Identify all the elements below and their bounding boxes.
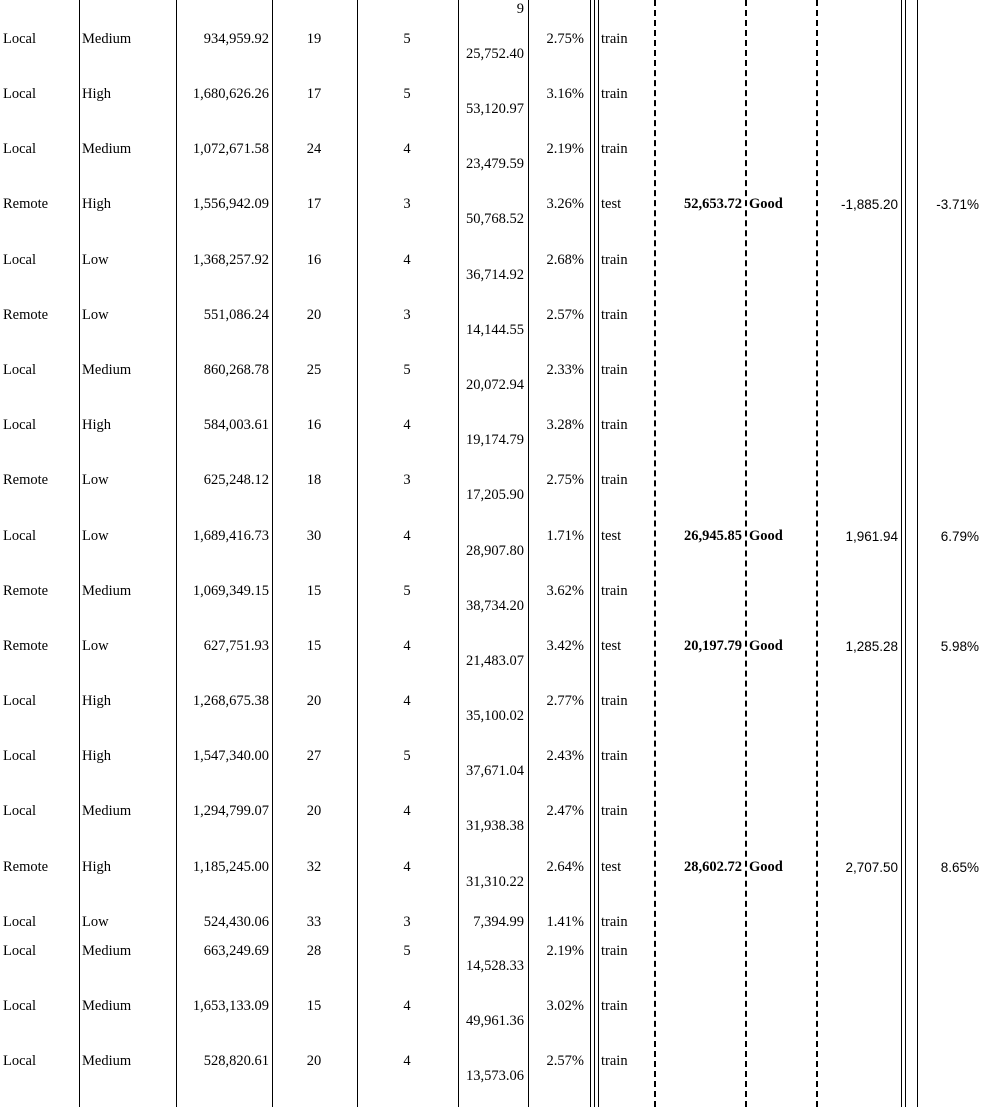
cell-split: train (601, 86, 628, 102)
cell-count-b: 5 (403, 583, 411, 599)
cell-amount: 1,689,416.73 (192, 528, 269, 544)
cell-value: 21,483.07 (466, 653, 524, 669)
cell-count-b: 5 (403, 31, 411, 47)
cell-type: Remote (3, 859, 49, 875)
cell-value: 31,310.22 (466, 874, 524, 890)
cell-difference: 1,961.94 (845, 529, 898, 544)
cell-level: High (82, 748, 111, 764)
cell-count-b: 5 (403, 943, 411, 959)
cell-level: High (82, 859, 111, 875)
cell-split: train (601, 583, 628, 599)
cell-amount: 551,086.24 (203, 307, 269, 323)
cell-value: 28,907.80 (466, 543, 524, 559)
cell-count-a: 20 (306, 307, 322, 323)
cell-percent: 1.41% (546, 914, 584, 930)
cell-value: 38,734.20 (466, 598, 524, 614)
cell-percent: 2.57% (546, 307, 584, 323)
cell-split: train (601, 252, 628, 268)
column-divider (594, 0, 595, 1107)
cell-count-b: 4 (403, 252, 411, 268)
column-divider (357, 0, 358, 1107)
cell-split: train (601, 748, 628, 764)
cell-value: 25,752.40 (466, 46, 524, 62)
cell-percent: 3.16% (546, 86, 584, 102)
cell-count-b: 4 (403, 859, 411, 875)
cell-type: Local (3, 943, 37, 959)
cell-type: Remote (3, 583, 49, 599)
column-divider (905, 0, 906, 1107)
cell-difference-pct: 8.65% (940, 860, 979, 875)
cell-value: 53,120.97 (466, 101, 524, 117)
cell-count-b: 5 (403, 362, 411, 378)
cell-predicted: 20,197.79 (684, 638, 742, 654)
cell-amount: 1,547,340.00 (192, 748, 269, 764)
column-divider (79, 0, 80, 1107)
cell-count-a: 20 (306, 1053, 322, 1069)
cell-difference: 2,707.50 (845, 860, 898, 875)
cell-amount: 584,003.61 (203, 417, 269, 433)
cell-count-a: 15 (306, 638, 322, 654)
cell-count-b: 4 (403, 1053, 411, 1069)
cell-percent: 2.57% (546, 1053, 584, 1069)
cell-count-a: 15 (306, 998, 322, 1014)
cell-value: 31,938.38 (466, 818, 524, 834)
cell-percent: 2.33% (546, 362, 584, 378)
cell-split: train (601, 417, 628, 433)
cell-count-b: 4 (403, 638, 411, 654)
cell-level: High (82, 693, 111, 709)
column-divider (901, 0, 902, 1107)
cell-count-b: 4 (403, 803, 411, 819)
cell-count-a: 20 (306, 803, 322, 819)
cell-count-a: 19 (306, 31, 322, 47)
cell-count-b: 4 (403, 998, 411, 1014)
cell-count-a: 30 (306, 528, 322, 544)
column-divider (654, 0, 656, 1107)
cell-value: 17,205.90 (466, 487, 524, 503)
cell-count-b: 3 (403, 914, 411, 930)
cell-split: train (601, 914, 628, 930)
cell-type: Local (3, 998, 37, 1014)
cell-grade: Good (749, 638, 783, 654)
cell-type: Local (3, 693, 37, 709)
cell-type: Remote (3, 307, 49, 323)
cell-level: Low (82, 638, 109, 654)
cell-amount: 1,556,942.09 (192, 196, 269, 212)
cell-percent: 2.43% (546, 748, 584, 764)
cell-level: Medium (82, 943, 132, 959)
cell-count-a: 20 (306, 693, 322, 709)
cell-type: Local (3, 914, 37, 930)
cell-value: 20,072.94 (466, 377, 524, 393)
cell-amount: 1,653,133.09 (192, 998, 269, 1014)
cell-type: Local (3, 1053, 37, 1069)
cell-value: 19,174.79 (466, 432, 524, 448)
cell-level: Medium (82, 31, 132, 47)
cell-level: Low (82, 914, 109, 930)
cell-predicted: 52,653.72 (684, 196, 742, 212)
cell-percent: 3.02% (546, 998, 584, 1014)
cell-value: 7,394.99 (473, 914, 524, 930)
cell-level: Medium (82, 141, 132, 157)
cell-difference-pct: 6.79% (940, 529, 979, 544)
cell-type: Remote (3, 196, 49, 212)
cell-count-b: 5 (403, 86, 411, 102)
cell-split: test (601, 859, 622, 875)
cell-difference: -1,885.20 (840, 197, 898, 212)
cell-amount: 1,268,675.38 (192, 693, 269, 709)
cell-count-b: 4 (403, 693, 411, 709)
cell-split: train (601, 307, 628, 323)
cell-count-a: 17 (306, 86, 322, 102)
cell-split: test (601, 638, 622, 654)
cell-percent: 2.68% (546, 252, 584, 268)
cell-amount: 1,185,245.00 (192, 859, 269, 875)
cell-level: Medium (82, 998, 132, 1014)
cell-level: Medium (82, 1053, 132, 1069)
column-divider (816, 0, 818, 1107)
cell-split: train (601, 693, 628, 709)
cell-difference: 1,285.28 (845, 639, 898, 654)
cell-level: Low (82, 528, 109, 544)
cell-amount: 934,959.92 (203, 31, 269, 47)
cell-amount: 1,368,257.92 (192, 252, 269, 268)
cell-count-b: 4 (403, 417, 411, 433)
cell-value: 13,573.06 (466, 1068, 524, 1084)
cell-type: Local (3, 748, 37, 764)
cell-amount: 524,430.06 (203, 914, 269, 930)
cell-type: Local (3, 803, 37, 819)
cell-percent: 2.19% (546, 141, 584, 157)
cell-count-b: 5 (403, 748, 411, 764)
cell-split: train (601, 943, 628, 959)
cell-grade: Good (749, 196, 783, 212)
cell-percent: 2.75% (546, 472, 584, 488)
cell-percent: 2.64% (546, 859, 584, 875)
cell-difference-pct: 5.98% (940, 639, 979, 654)
cell-level: High (82, 417, 111, 433)
cell-count-a: 24 (306, 141, 322, 157)
cell-count-b: 3 (403, 307, 411, 323)
cell-value: 14,144.55 (466, 322, 524, 338)
cell-split: train (601, 998, 628, 1014)
cell-type: Local (3, 86, 37, 102)
cell-count-a: 33 (306, 914, 322, 930)
cell-type: Local (3, 252, 37, 268)
cell-percent: 3.28% (546, 417, 584, 433)
cell-percent: 2.47% (546, 803, 584, 819)
cell-amount: 627,751.93 (203, 638, 269, 654)
cell-value: 50,768.52 (466, 211, 524, 227)
column-divider (458, 0, 459, 1107)
cell-percent: 2.77% (546, 693, 584, 709)
cell-level: Medium (82, 803, 132, 819)
cell-split: test (601, 528, 622, 544)
column-divider (598, 0, 599, 1107)
column-divider (590, 0, 591, 1107)
cell-type: Local (3, 417, 37, 433)
cell-amount: 1,072,671.58 (192, 141, 269, 157)
cell-level: Low (82, 307, 109, 323)
column-divider (272, 0, 273, 1107)
cell-level: Low (82, 472, 109, 488)
cell-count-a: 15 (306, 583, 322, 599)
cell-count-a: 28 (306, 943, 322, 959)
cell-type: Local (3, 528, 37, 544)
cell-level: High (82, 196, 111, 212)
cell-percent: 3.26% (546, 196, 584, 212)
cell-count-a: 17 (306, 196, 322, 212)
cell-percent: 2.75% (546, 31, 584, 47)
cell-split: train (601, 1053, 628, 1069)
cell-value: 23,479.59 (466, 156, 524, 172)
cell-difference-pct: -3.71% (936, 197, 979, 212)
column-divider (528, 0, 529, 1107)
cell-amount: 1,294,799.07 (192, 803, 269, 819)
cell-percent: 2.19% (546, 943, 584, 959)
cell-amount: 1,680,626.26 (192, 86, 269, 102)
cell-percent: 3.42% (546, 638, 584, 654)
cell-count-a: 16 (306, 252, 322, 268)
cell-amount: 663,249.69 (203, 943, 269, 959)
cell-count-b: 4 (403, 528, 411, 544)
cell-type: Remote (3, 638, 49, 654)
cell-percent: 1.71% (546, 528, 584, 544)
cell-value: 36,714.92 (466, 267, 524, 283)
cell-amount: 860,268.78 (203, 362, 269, 378)
cell-grade: Good (749, 859, 783, 875)
cell-predicted: 28,602.72 (684, 859, 742, 875)
cell-level: Low (82, 252, 109, 268)
cell-count-a: 16 (306, 417, 322, 433)
cell-predicted: 26,945.85 (684, 528, 742, 544)
column-divider (176, 0, 177, 1107)
cell-count-b: 4 (403, 141, 411, 157)
cell-type: Remote (3, 472, 49, 488)
cell-split: train (601, 362, 628, 378)
cell-count-b: 3 (403, 196, 411, 212)
cell-level: Medium (82, 362, 132, 378)
cell-grade: Good (749, 528, 783, 544)
cell-amount: 1,069,349.15 (192, 583, 269, 599)
cell-count-a: 18 (306, 472, 322, 488)
cell-count-a: 25 (306, 362, 322, 378)
cell-amount: 625,248.12 (203, 472, 269, 488)
cell-count-a: 32 (306, 859, 322, 875)
cell-type: Local (3, 31, 37, 47)
cell-value: 49,961.36 (466, 1013, 524, 1029)
cell-level: High (82, 86, 111, 102)
cell-split: train (601, 31, 628, 47)
cell-value: 37,671.04 (466, 763, 524, 779)
cell-value: 14,528.33 (466, 958, 524, 974)
cell-type: Local (3, 141, 37, 157)
cell-split: train (601, 472, 628, 488)
column-divider (745, 0, 747, 1107)
column-divider (917, 0, 918, 1107)
cell-split: train (601, 141, 628, 157)
cell-percent: 3.62% (546, 583, 584, 599)
cell-count-b: 3 (403, 472, 411, 488)
cell-split: train (601, 803, 628, 819)
cell-count-a: 27 (306, 748, 322, 764)
value-fragment: 9 (516, 1, 524, 17)
cell-amount: 528,820.61 (203, 1053, 269, 1069)
cell-split: test (601, 196, 622, 212)
cell-level: Medium (82, 583, 132, 599)
cell-type: Local (3, 362, 37, 378)
cell-value: 35,100.02 (466, 708, 524, 724)
